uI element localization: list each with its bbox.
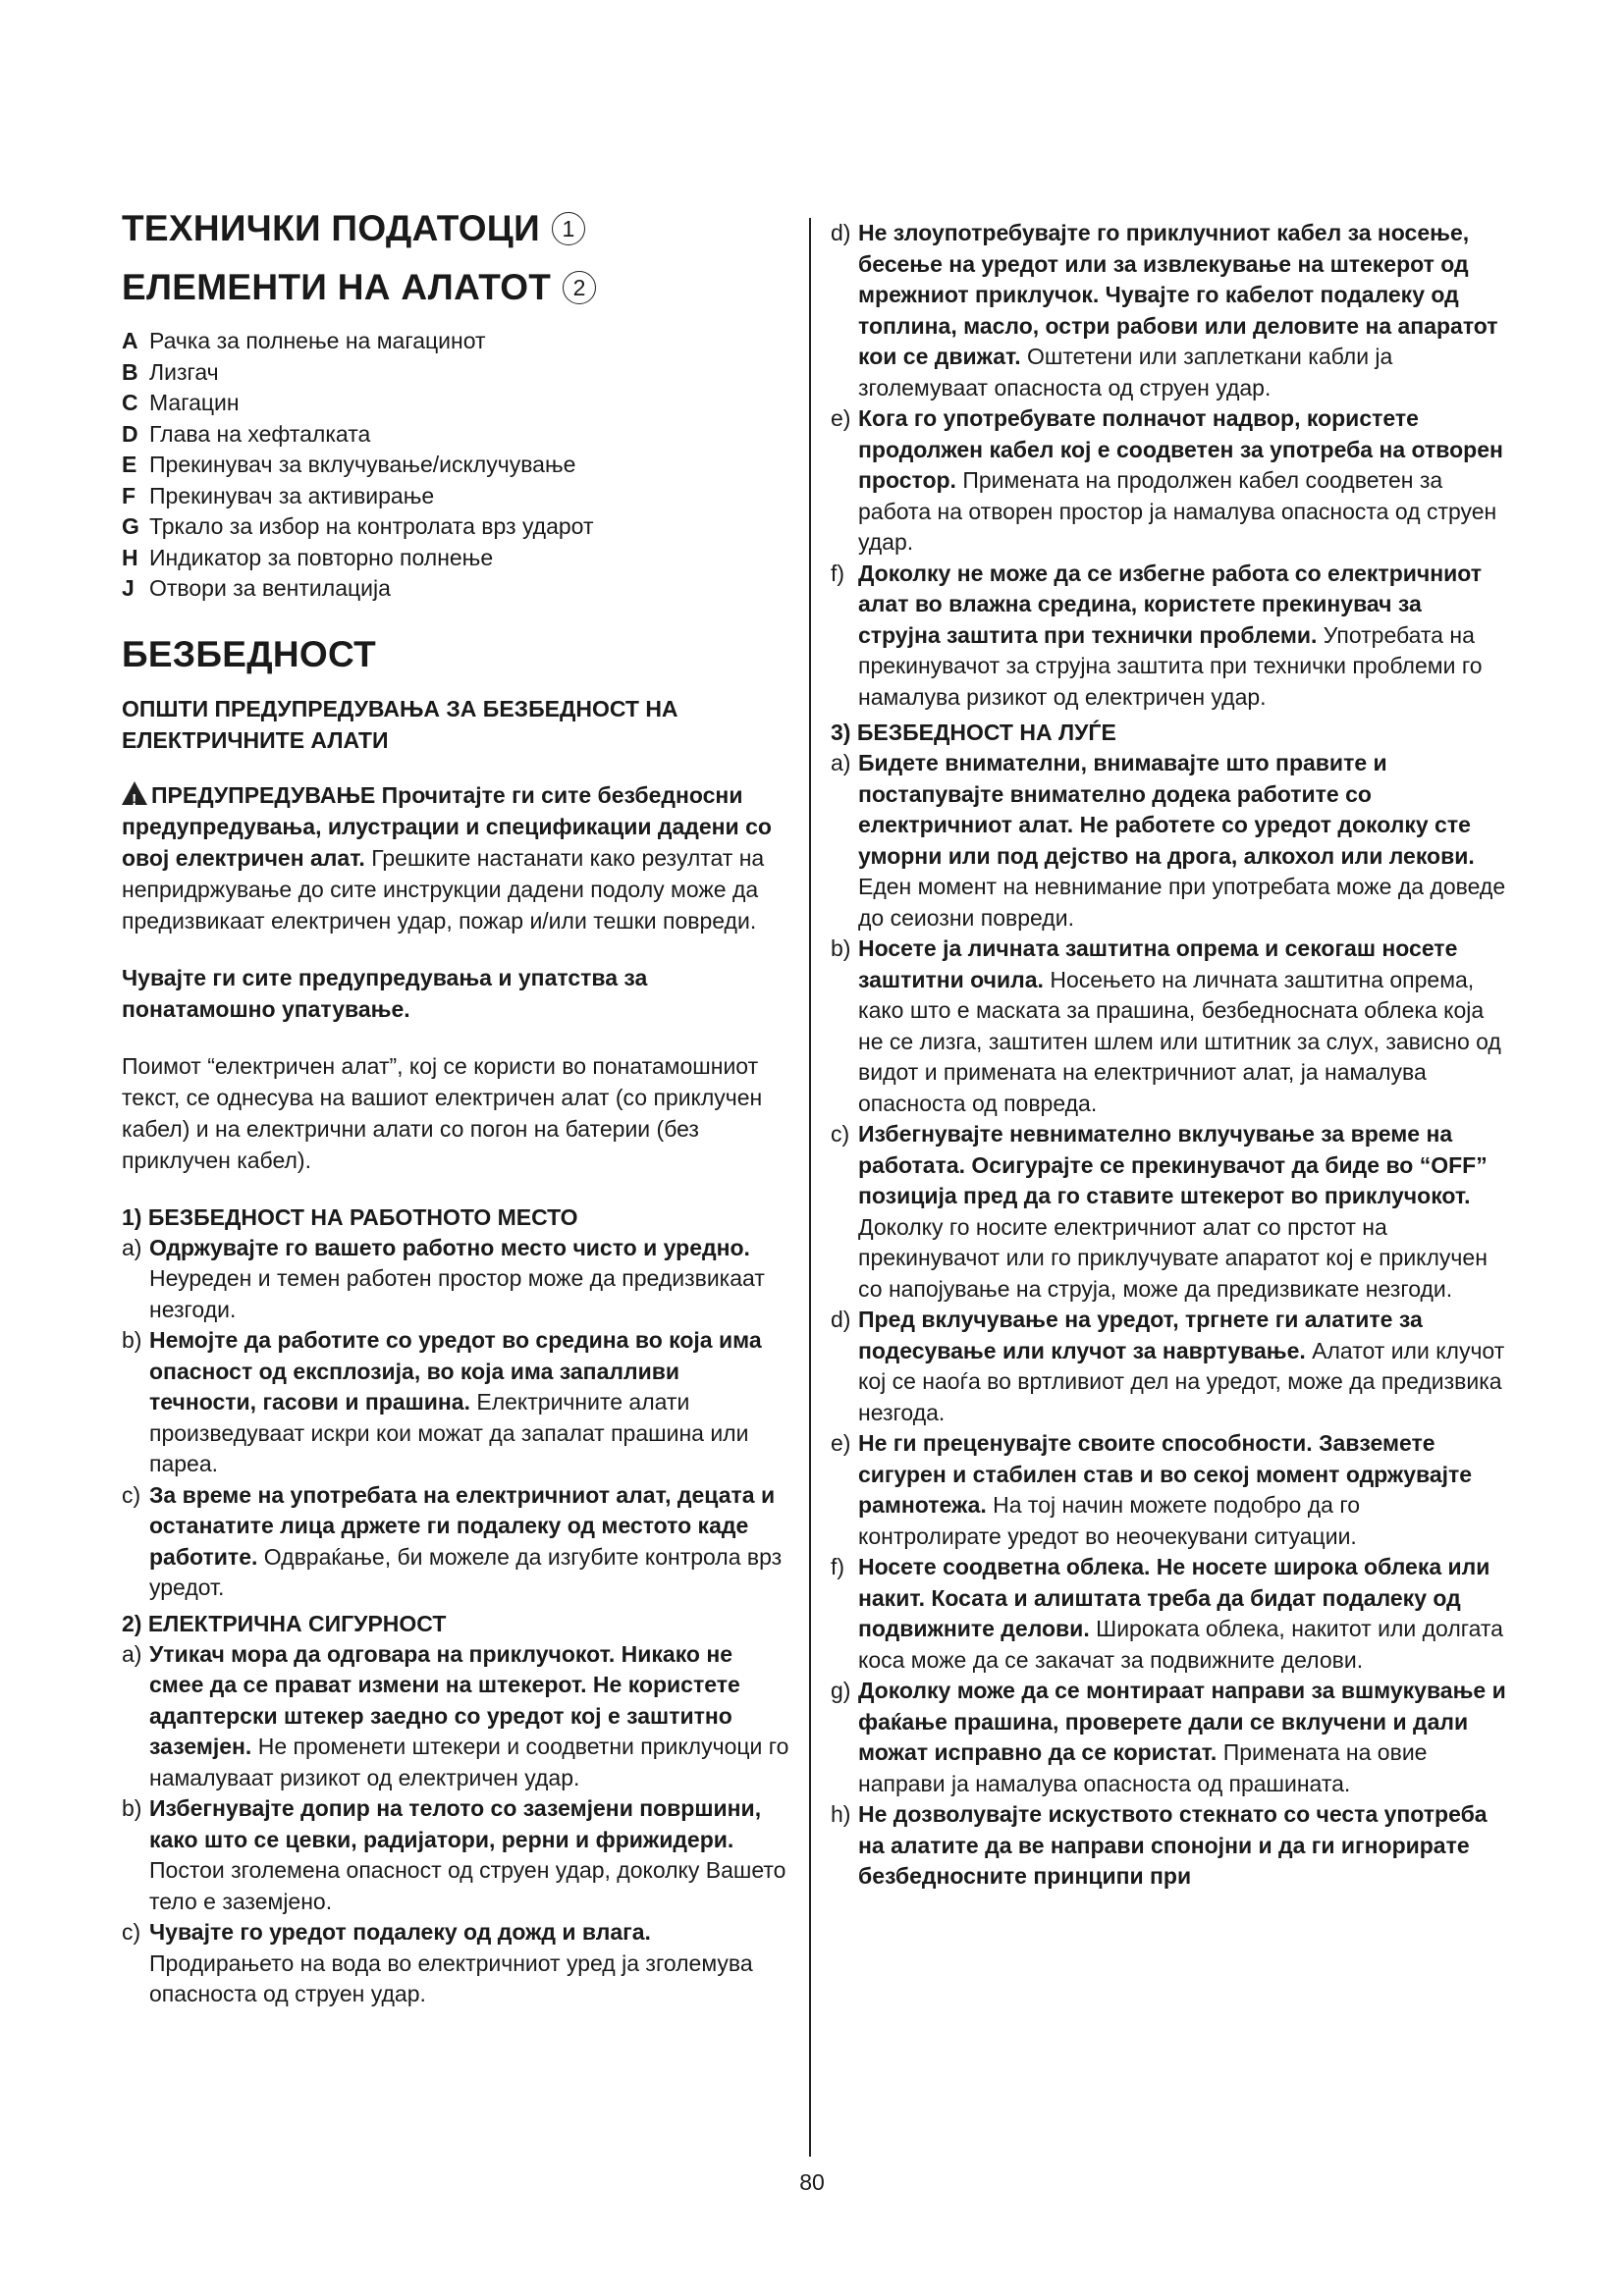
list-item: b) Избегнувајте допир на телото со заземјени површини, како што се цевки, радијатори, рерни и фрижидери. Постои зголемена опасност од струен удар, доколку Вашето тело е заземјено. — [122, 1795, 786, 1914]
elements-title: ЕЛЕМЕНТИ НА АЛАТОТ 2 — [122, 267, 789, 308]
element-item: H Индикатор за повторно полнење — [122, 544, 494, 570]
list-item: a) Утикач мора да одговара на приклучокот. Никако не смее да се прават измени на штекерот. Не користете адаптерски штекер заедно со уредот кој е заштитно заземјен. Не променети штекери и соодветни приклучоци го намалуваат ризикот од електричен удар. — [122, 1640, 789, 1790]
figure-ref-1: 1 — [552, 212, 585, 245]
element-item: C Магацин — [122, 390, 240, 415]
tech-data-title: ТЕХНИЧКИ ПОДАТОЦИ 1 — [122, 208, 789, 249]
safety-title: БЕЗБЕДНОСТ — [122, 633, 376, 674]
list-item: h) Не дозволувајте искуството стекнато со честа употреба на алатите да ве направи спонојни и да ги игнорирате безбедносните принципи при — [831, 1801, 1488, 1889]
list-item: c) За време на употребата на електричниот алат, децата и останатите лица држете ги подалеку од местото каде работите. Одвраќање, би можеле да изгубите контрола врз уредот. — [122, 1481, 783, 1600]
workplace-heading: 1) БЕЗБЕДНОСТ НА РАБОТНОТО МЕСТО — [122, 1203, 578, 1230]
element-item: F Прекинувач за активирање — [122, 482, 435, 508]
personal-safety-heading: 3) БЕЗБЕДНОСТ НА ЛУЃЕ — [831, 720, 1116, 745]
right-column — [831, 218, 1508, 1893]
list-item: b) Носете ја личната заштитна опрема и секогаш носете заштитни очила. Носењето на личната заштитна опрема, како што е маската за прашина, безбедносната облека која не се лизга, заштитен шлем или штитник за слух, зависно од видот и примената на електричниот алат, ја намалува опасноста од повреда. — [831, 935, 1501, 1116]
term-definition: Поимот “електричен алат”, кој се користи во понатамошниот текст, се однесува на вашиот електричен алат (со приклучен кабел) и на електрични алати со погон на батерии (без приклучен кабел). — [122, 1052, 763, 1173]
electrical-heading: 2) ЕЛЕКТРИЧНА СИГУРНОСТ — [122, 1610, 447, 1636]
left-column — [122, 208, 789, 2010]
element-item: A Рачка за полнење на магацинот — [122, 328, 486, 353]
list-item: e) Кога го употребувате полначот надвор, користете продолжен кабел кој е соодветен за употреба на отворен простор. Примената на продолжен кабел соодветен за работа на отворен простор ја намалува опасноста од струен удар. — [831, 405, 1503, 555]
figure-ref-2: 2 — [563, 271, 596, 304]
element-item: E Прекинувач за вклучување/исклучување — [122, 452, 576, 477]
element-item: J Отвори за вентилација — [122, 575, 391, 601]
list-item: b) Немојте да работите со уредот во средина во која има опасност од експлозија, во која има запалливи течности, гасови и прашина. Електричните алати произведуваат искри кои можат да запалат прашина или пареа. — [122, 1327, 762, 1476]
list-item: d) Не злоупотребувајте го приклучниот кабел за носење, бесење на уредот или за извлекување на штекерот од мрежниот приклучок. Чувајте го кабелот подалеку од топлина, масло, остри рабови или деловите на апаратот кои се движат. Оштетени или заплеткани кабли ја зголемуваат опасноста од струен удар. — [831, 220, 1498, 400]
element-item: G Тркало за избор на контролата врз ударот — [122, 513, 594, 539]
list-item: g) Доколку може да се монтираат направи за вшмукување и фаќање прашина, проверете дали се вклучени и дали можат исправно да се користат. Примената на овие направи ја намалува опасноста од прашината. — [831, 1678, 1506, 1796]
list-item: c) Избегнувајте невнимателно вклучување за време на работата. Осигурајте се прекинувачот да биде во “OFF” позиција пред да го ставите штекерот во приклучокот. Доколку го носите електричниот алат со прстот на прекинувачот или го приклучувате апаратот кој е приклучен со напојување на струја, може да предизвикате незгоди. — [831, 1121, 1488, 1302]
general-warnings-heading: ОПШТИ ПРЕДУПРЕДУВАЊА ЗА БЕЗБЕДНОСТ НА ЕЛЕКТРИЧНИТЕ АЛАТИ — [122, 695, 678, 753]
list-item: a) Одржувајте го вашето работно место чисто и уредно. Неуреден и темен работен простор може да предизвикаат незгоди. — [122, 1234, 765, 1322]
list-item: c) Чувајте го уредот подалеку од дожд и влага. Продирањето на вода во електричниот уред ја зголемува опасноста од струен удар. — [122, 1919, 753, 2006]
warning-triangle-icon — [122, 781, 147, 805]
keep-instructions: Чувајте ги сите предупредувања и упатства за понатамошно упатување. — [122, 964, 648, 1022]
list-item: e) Не ги преценувајте своите способности. Завземете сигурен и стабилен став и во секој момент одржувајте рамнотежа. На тој начин можете подобро да го контролирате уредот во неочекувани ситуации. — [831, 1430, 1473, 1549]
list-item: f) Носете соодветна облека. Не носете широка облека или накит. Косата и алиштата треба да бидат подалеку од подвижните делови. Широката облека, накитот или долгата коса може да се закачат за подвижните делови. — [831, 1554, 1503, 1673]
list-item: d) Пред вклучување на уредот, тргнете ги алатите за подесување или клучот за навртување. Алатот или клучот кој се наоѓа во вртливиот дел на уредот, може да предизвика незгода. — [831, 1307, 1505, 1425]
elements-list — [122, 326, 789, 605]
column-divider — [809, 218, 811, 2157]
element-item: D Глава на хефталката — [122, 420, 371, 447]
warning-paragraph: !ПРЕДУПРЕДУВАЊЕ Прочитајте ги сите безбедносни предупредувања, илустрации и спецификации дадени со овој електричен алат. Грешките настанати како резултат на непридржување до сите инструкции дадени подолу може да предизвикаат електричен удар, пожар и/или тешки повреди. — [122, 779, 789, 936]
page-number: 80 — [799, 2169, 825, 2195]
list-item: f) Доколку не може да се избегне работа со електричниот алат во влажна средина, користете прекинувач за струјна заштита при технички проблеми. Употребата на прекинувачот за струјна заштита при технички проблеми го намалува ризикот од електричен удар. — [831, 560, 1483, 710]
list-item: a) Бидете внимателни, внимавајте што правите и постапувајте внимателно додека работите со електричниот алат. Не работете со уредот доколку сте уморни или под дејство на дрога, алкохол или лекови. Еден момент на невнимание при употребата може да доведе до сеиозни повреди. — [831, 750, 1506, 931]
element-item: B Лизгач — [122, 358, 219, 385]
